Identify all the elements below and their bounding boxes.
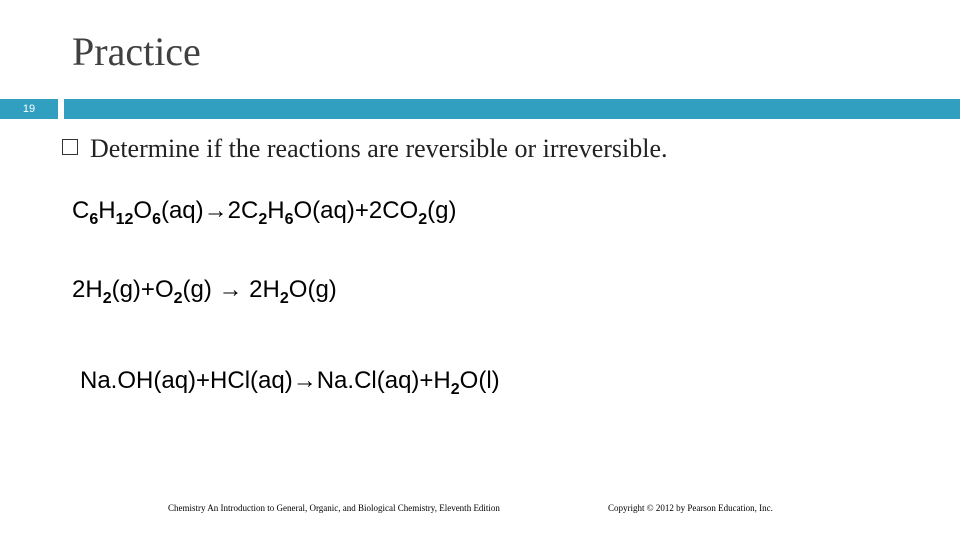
eq1-sub: 2 xyxy=(418,211,428,228)
eq1-sub: 2 xyxy=(258,211,268,228)
eq1-part: O(aq)+2CO xyxy=(293,197,419,224)
bullet-item xyxy=(62,134,668,164)
eq2-sub: 2 xyxy=(279,290,289,307)
eq3-part: O(l) xyxy=(459,367,500,394)
eq1-part: C xyxy=(72,197,90,224)
eq3-sub: 2 xyxy=(450,381,460,398)
footer-citation: Chemistry An Introduction to General, Organic, and Biological Chemistry, Eleventh Edition xyxy=(168,503,500,513)
eq1-sub: 6 xyxy=(284,211,294,228)
footer-copyright: Copyright © 2012 by Pearson Education, Inc. xyxy=(608,503,773,513)
equation-3 xyxy=(80,367,500,398)
eq1-sub: 6 xyxy=(89,211,99,228)
eq1-part: O xyxy=(133,197,153,224)
eq1-part: (aq)→2C xyxy=(160,197,259,224)
eq3-part: Na.OH(aq)+HCl(aq)→Na.Cl(aq)+H xyxy=(80,367,451,394)
bullet-text: Determine if the reactions are reversible or irreversible. xyxy=(90,134,668,163)
eq2-part: (g) → 2H xyxy=(182,276,280,303)
slide-number: 19 xyxy=(22,103,36,115)
eq2-part: 2H xyxy=(72,276,103,303)
equation-1 xyxy=(72,197,457,228)
eq2-sub: 2 xyxy=(102,290,112,307)
eq1-part: H xyxy=(98,197,116,224)
eq1-part: (g) xyxy=(427,197,457,224)
eq2-part: (g)+O xyxy=(111,276,174,303)
equation-2 xyxy=(72,276,337,307)
eq2-sub: 2 xyxy=(173,290,183,307)
bullet-box-icon xyxy=(62,139,78,155)
header-bar-right xyxy=(64,99,960,119)
eq1-sub: 12 xyxy=(115,211,134,228)
eq1-part: H xyxy=(267,197,285,224)
slide-title: Practice xyxy=(72,29,201,74)
eq2-part: O(g) xyxy=(288,276,337,303)
eq1-sub: 6 xyxy=(152,211,161,228)
